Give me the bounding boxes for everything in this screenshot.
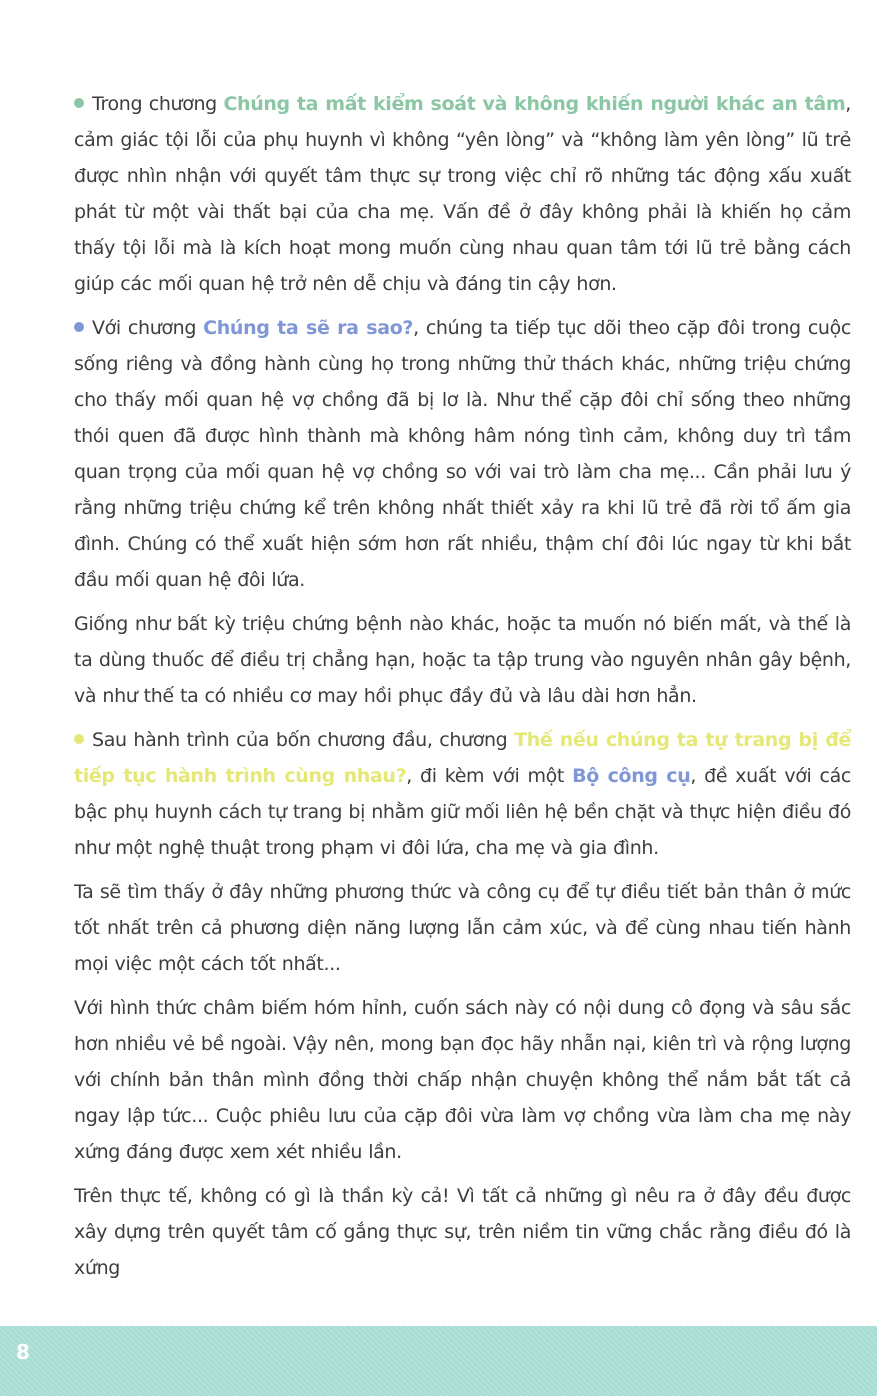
paragraph-2 (74, 310, 851, 598)
page-number: 8 (16, 1340, 30, 1364)
paragraph-2-body: , chúng ta tiếp tục dõi theo cặp đôi trong cuộc sống riêng và đồng hành cùng họ trong những thử thách khác, những triệu chứng cho thấy mối quan hệ vợ chồng đã bị lơ là. Như thể cặp đôi chỉ sống theo những thói quen đã được hình thành mà không hâm nóng tình cảm, không duy trì tầm quan trọng của mối quan hệ vợ chồng so với vai trò làm cha mẹ... Cần phải lưu ý rằng những triệu chứng kể trên không nhất thiết xảy ra khi lũ trẻ đã rời tổ ấm gia đình. Chúng có thể xuất hiện sớm hơn rất nhiều, thậm chí đôi lúc ngay từ khi bắt đầu mối quan hệ đôi lứa. (74, 317, 851, 591)
bullet-green-icon (74, 98, 84, 108)
chapter-title-1: Chúng ta mất kiểm soát và không khiến người khác an tâm (223, 93, 846, 115)
paragraph-3: Giống như bất kỳ triệu chứng bệnh nào khác, hoặc ta muốn nó biến mất, và thế là ta dùng thuốc để điều trị chẳng hạn, hoặc ta tập trung vào nguyên nhân gây bệnh, và như thế ta có nhiều cơ may hồi phục đầy đủ và lâu dài hơn hẳn. (74, 613, 851, 707)
page-body (74, 86, 851, 1294)
toolkit-title: Bộ công cụ (572, 765, 691, 787)
paragraph-1 (74, 86, 851, 302)
paragraph-4-lead: Sau hành trình của bốn chương đầu, chương (92, 729, 515, 751)
paragraph-2-lead: Với chương (92, 317, 204, 339)
paragraph-1-lead: Trong chương (92, 93, 224, 115)
paragraph-1-body: , cảm giác tội lỗi của phụ huynh vì không “yên lòng” và “không làm yên lòng” lũ trẻ được nhìn nhận với quyết tâm thực sự trong việc chỉ rõ những tác động xấu xuất phát từ một vài thất bại của cha mẹ. Vấn đề ở đây không phải là khiến họ cảm thấy tội lỗi mà là kích hoạt mong muốn cùng nhau quan tâm tới lũ trẻ bằng cách giúp các mối quan hệ trở nên dễ chịu và đáng tin cậy hơn. (74, 93, 851, 295)
bullet-blue-icon (74, 322, 84, 332)
paragraph-6: Với hình thức châm biếm hóm hỉnh, cuốn sách này có nội dung cô đọng và sâu sắc hơn nhiều vẻ bề ngoài. Vậy nên, mong bạn đọc hãy nhẫn nại, kiên trì và rộng lượng với chính bản thân mình đồng thời chấp nhận chuyện không thể nắm bắt tất cả ngay lập tức... Cuộc phiêu lưu của cặp đôi vừa làm vợ chồng vừa làm cha mẹ này xứng đáng được xem xét nhiều lần. (74, 997, 851, 1163)
paragraph-5: Ta sẽ tìm thấy ở đây những phương thức và công cụ để tự điều tiết bản thân ở mức tốt nhất trên cả phương diện năng lượng lẫn cảm xúc, và để cùng nhau tiến hành mọi việc một cách tốt nhất... (74, 881, 851, 975)
paragraph-7: Trên thực tế, không có gì là thần kỳ cả! Vì tất cả những gì nêu ra ở đây đều được xây dựng trên quyết tâm cố gắng thực sự, trên niềm tin vững chắc rằng điều đó là xứng (74, 1185, 851, 1279)
paragraph-4-middle: , đi kèm với một (406, 765, 573, 787)
chapter-title-3: Thế nếu chúng ta tự trang bị để tiếp tục hành trình cùng nhau? (74, 729, 851, 787)
bullet-yellow-icon (74, 734, 84, 744)
footer-band (0, 1326, 877, 1396)
paragraph-4 (74, 722, 851, 866)
chapter-title-2: Chúng ta sẽ ra sao? (203, 317, 414, 339)
paragraph-4-body: , đề xuất với các bậc phụ huynh cách tự trang bị nhằm giữ mối liên hệ bền chặt và thực hiện điều đó như một nghệ thuật trong phạm vi đôi lứa, cha mẹ và gia đình. (74, 765, 851, 859)
